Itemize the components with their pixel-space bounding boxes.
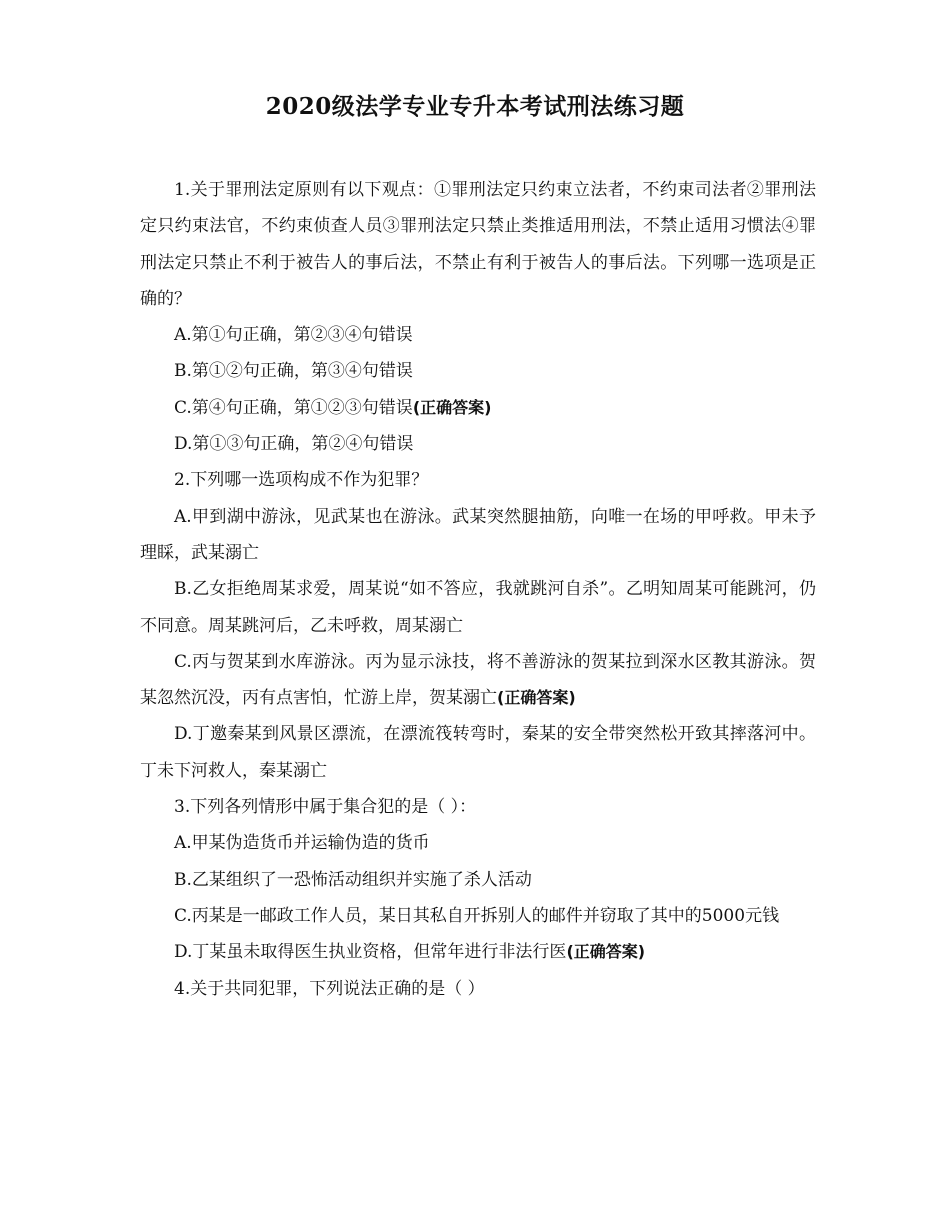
question-1-option-a: [140, 317, 816, 353]
paragraph-text: 2.下列哪一选项构成不作为犯罪？: [174, 470, 429, 491]
document-body: [140, 172, 816, 1007]
paragraph-text: A.甲到湖中游泳，见武某也在游泳。武某突然腿抽筋，向唯一在场的甲呼救。甲未予理睬，武某溺亡: [140, 506, 816, 563]
paragraph-text: A.第①句正确，第②③④句错误: [174, 325, 413, 346]
paragraph-text: D.第①③句正确，第②④句错误: [174, 434, 414, 455]
paragraph-text: C.丙与贺某到水库游泳。丙为显示泳技，将不善游泳的贺某拉到深水区教其游泳。贺某忽然沉没，丙有点害怕，忙游上岸，贺某溺亡: [140, 651, 816, 709]
paragraph-text: 4.关于共同犯罪，下列说法正确的是（ ）: [174, 978, 485, 999]
question-3-option-c: [140, 898, 816, 934]
paragraph-text: A.甲某伪造货币并运输伪造的货币: [174, 833, 430, 854]
question-2-option-c: [140, 644, 816, 717]
paragraph-text: C.第④句正确，第①②③句错误: [174, 397, 413, 418]
question-3-option-d: [140, 934, 816, 970]
paragraph-text: D.丁邀秦某到风景区漂流，在漂流筏转弯时，秦某的安全带突然松开致其摔落河中。丁未下河救人，秦某溺亡: [140, 724, 816, 781]
paragraph-text: 3.下列各列情形中属于集合犯的是（ ）：: [174, 797, 477, 818]
paragraph-text: 1.关于罪刑法定原则有以下观点：①罪刑法定只约束立法者，不约束司法者②罪刑法定只约束法官，不约束侦查人员③罪刑法定只禁止类推适用刑法，不禁止适用习惯法④罪刑法定只禁止不利于被告人的事后法，不禁止有利于被告人的事后法。下列哪一选项是正确的？: [140, 180, 816, 309]
correct-answer-mark: (正确答案): [497, 688, 576, 708]
paragraph-text: C.丙某是一邮政工作人员，某日其私自开拆别人的邮件并窃取了其中的5000元钱: [174, 905, 780, 926]
document-title: 2020级法学专业专升本考试刑法练习题: [265, 93, 685, 120]
paragraph-text: B.乙某组织了一恐怖活动组织并实施了杀人活动: [174, 869, 532, 890]
paragraph-text: B.乙女拒绝周某求爱，周某说“如不答应，我就跳河自杀”。乙明知周某可能跳河，仍不同意。周某跳河后，乙未呼救，周某溺亡: [140, 579, 816, 636]
question-3-option-b: [140, 862, 816, 898]
question-3-option-a: [140, 825, 816, 861]
paragraph-text: B.第①②句正确，第③④句错误: [174, 361, 413, 382]
question-1-option-b: [140, 353, 816, 389]
paragraph-text: D.丁某虽未取得医生执业资格，但常年进行非法行医: [174, 942, 567, 963]
question-2-stem: [140, 462, 816, 498]
question-1-option-d: [140, 426, 816, 462]
correct-answer-mark: (正确答案): [412, 397, 492, 417]
question-1-option-c: [140, 390, 816, 426]
correct-answer-mark: (正确答案): [566, 942, 646, 962]
question-1-stem: [140, 172, 816, 317]
question-2-option-b: [140, 571, 816, 644]
question-2-option-d: [140, 716, 816, 789]
question-2-option-a: [140, 499, 816, 572]
question-3-stem: [140, 789, 816, 825]
question-4-stem: [140, 971, 816, 1007]
